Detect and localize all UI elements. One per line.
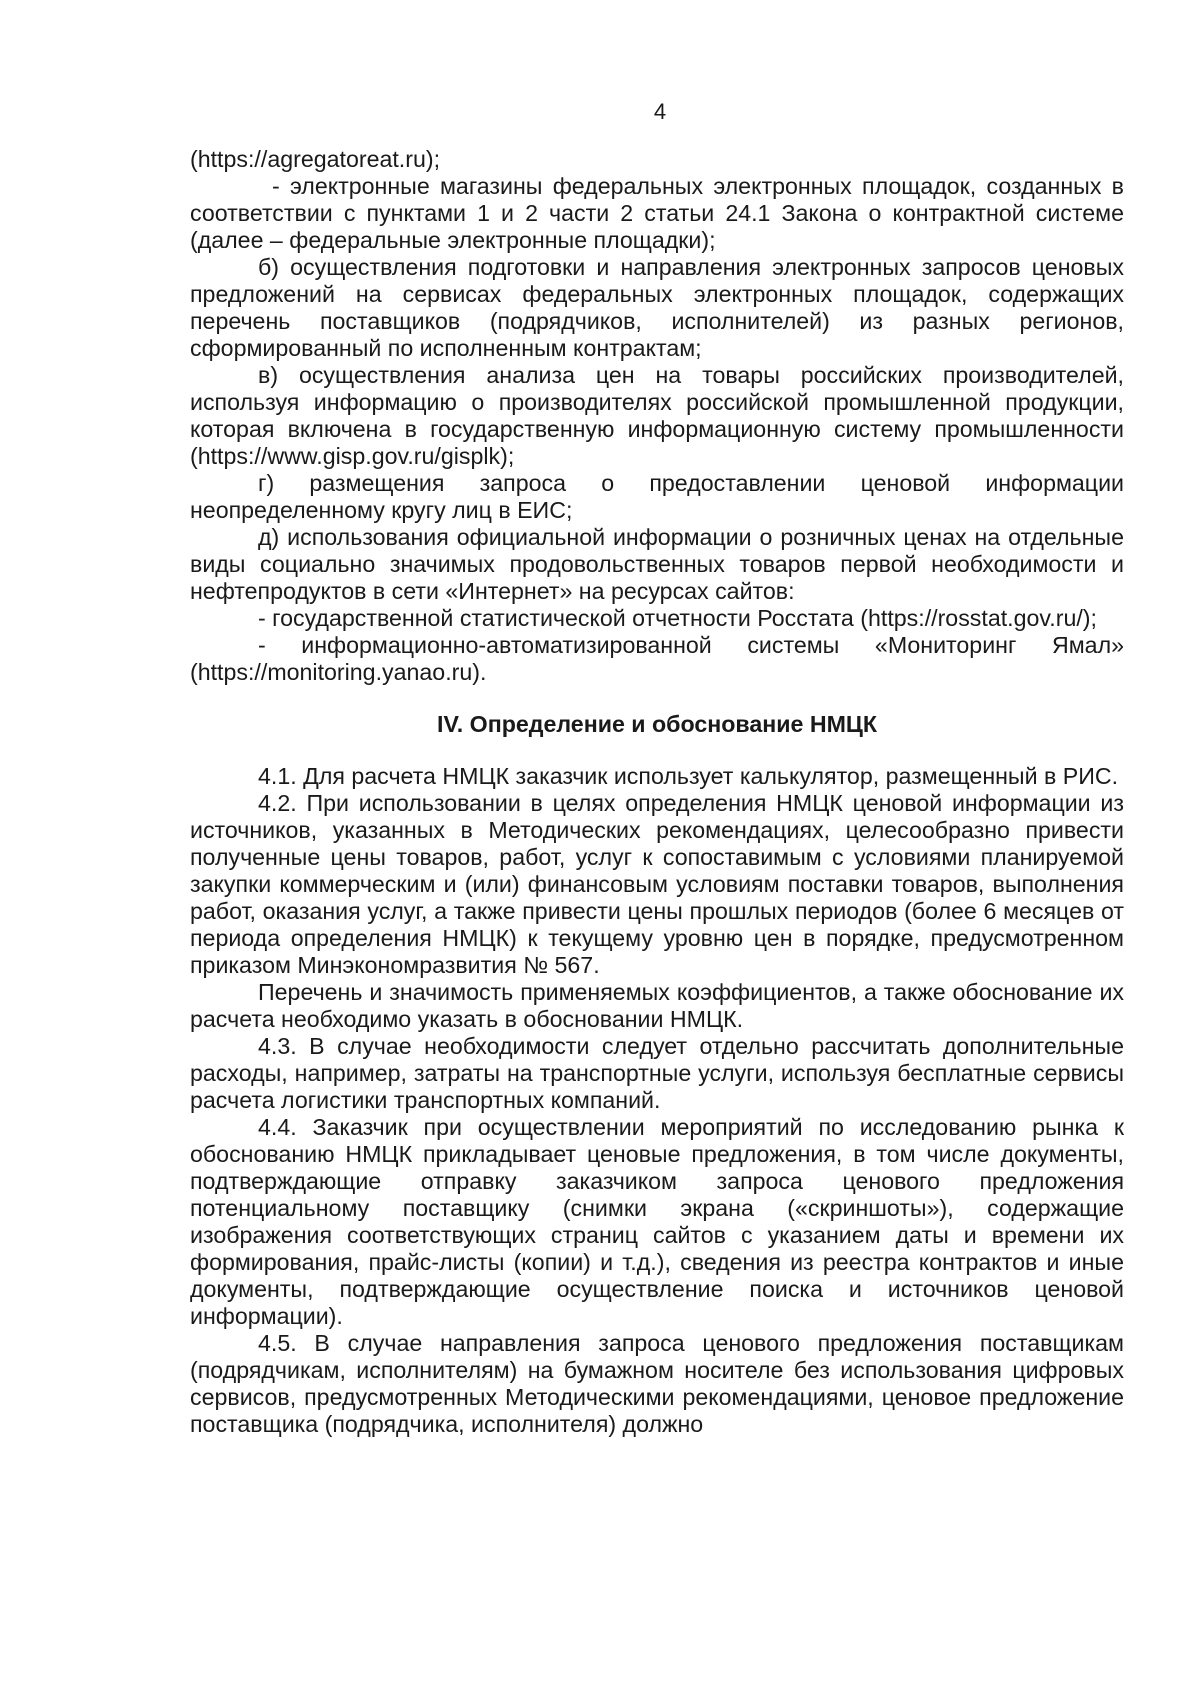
paragraph: 4.4. Заказчик при осуществлении мероприятий по исследованию рынка к обоснованию НМЦК прикладывает ценовые предложения, в том числе документы, подтверждающие отправку заказчиком запроса ценового предложения потенциальному поставщику (снимки экрана («скриншоты»), содержащие изображения соответствующих страниц сайтов с указанием даты и времени их формирования, прайс-листы (копии) и т.д.), сведения из реестра контрактов и иные документы, подтверждающие осуществление поиска и источников ценовой информации).	[190, 1114, 1124, 1329]
paragraph: 4.1. Для расчета НМЦК заказчик использует калькулятор, размещенный в РИС.	[258, 763, 1119, 789]
document-body	[190, 146, 1124, 1438]
paragraph: Перечень и значимость применяемых коэффициентов, а также обоснование их расчета необходимо указать в обосновании НМЦК.	[190, 979, 1124, 1032]
page-number: 4	[653, 99, 667, 124]
paragraph: д) использования официальной информации о розничных ценах на отдельные виды социально значимых продовольственных товаров первой необходимости и нефтепродуктов в сети «Интернет» на ресурсах сайтов:	[190, 524, 1124, 604]
paragraph: 4.2. При использовании в целях определения НМЦК ценовой информации из источников, указанных в Методических рекомендациях, целесообразно привести полученные цены товаров, работ, услуг к сопоставимым с условиями планируемой закупки коммерческим и (или) финансовым условиям поставки товаров, выполнения работ, оказания услуг, а также привести цены прошлых периодов (более 6 месяцев от периода определения НМЦК) к текущему уровню цен в порядке, предусмотренном приказом Минэкономразвития № 567.	[190, 790, 1124, 978]
paragraph: в) осуществления анализа цен на товары российских производителей, используя информацию о производителях российской промышленной продукции, которая включена в государственную информационную систему промышленности (https://www.gisp.gov.ru/gisplk);	[190, 362, 1124, 469]
section-heading: IV. Определение и обоснование НМЦК	[437, 711, 877, 737]
paragraph: б) осуществления подготовки и направления электронных запросов ценовых предложений на сервисах федеральных электронных площадок, содержащих перечень поставщиков (подрядчиков, исполнителей) из разных регионов, сформированный по исполненным контрактам;	[190, 254, 1124, 361]
paragraph: (https://agregatoreat.ru);	[190, 146, 441, 172]
paragraph: 4.3. В случае необходимости следует отдельно рассчитать дополнительные расходы, например, затраты на транспортные услуги, используя бесплатные сервисы расчета логистики транспортных компаний.	[190, 1033, 1124, 1113]
paragraph: - государственной статистической отчетности Росстата (https://rosstat.gov.ru/);	[258, 605, 1097, 631]
paragraph: г) размещения запроса о предоставлении ценовой информации неопределенному кругу лиц в ЕИС;	[190, 470, 1124, 523]
paragraph: 4.5. В случае направления запроса ценового предложения поставщикам (подрядчикам, исполнителям) на бумажном носителе без использования цифровых сервисов, предусмотренных Методическими рекомендациями, ценовое предложение поставщика (подрядчика, исполнителя) должно	[190, 1330, 1124, 1437]
paragraph: - электронные магазины федеральных электронных площадок, созданных в соответствии с пунктами 1 и 2 части 2 статьи 24.1 Закона о контрактной системе (далее – федеральные электронные площадки);	[190, 173, 1124, 253]
paragraph: - информационно-автоматизированной системы «Мониторинг Ямал» (https://monitoring.yanao.ru).	[190, 632, 1124, 685]
